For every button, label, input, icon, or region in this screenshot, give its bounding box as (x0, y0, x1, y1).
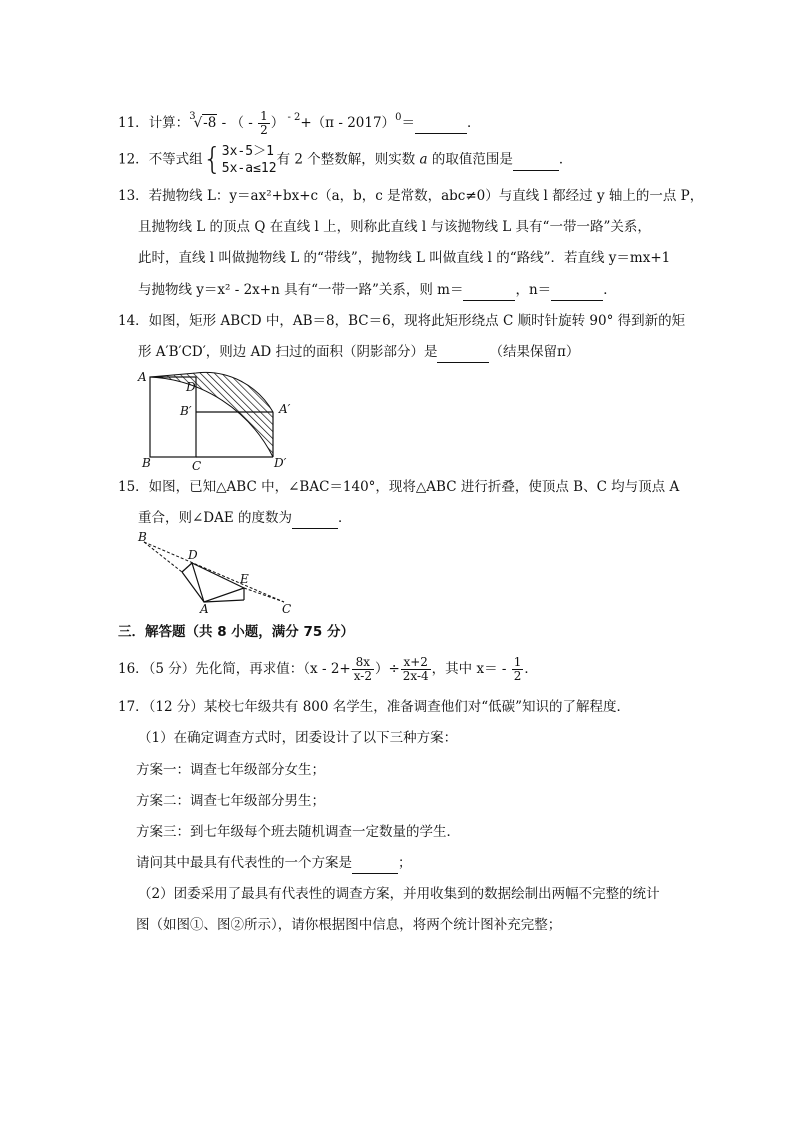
question-17-line-1: 17．（12 分）某校七年级共有 800 名学生，准备调查他们对“低碳”知识的了解程度． (118, 699, 631, 715)
answer-blank (415, 113, 467, 134)
question-14-line-2: 形 A′B′CD′，则边 AD 扫过的面积（阴影部分）是 （结果保留π） (138, 342, 579, 363)
question-17-line-6: 请问其中最具有代表性的一个方案是 ； (136, 853, 412, 874)
label-c: C (282, 602, 292, 616)
root-index: 3 (189, 111, 196, 122)
brace-icon: { (202, 142, 222, 177)
answer-blank (513, 150, 559, 171)
question-11: 11．计算：$^3$√-8 - （ - $\frac{1}{2}$ ） $^{- 2}$+（π - 2017）$^0$＝ ． (118, 109, 481, 137)
label-e: E (240, 572, 249, 586)
label-b-prime: B′ (180, 404, 192, 418)
question-17-plan-3: 方案三：到七年级每个班去随机调查一定数量的学生． (136, 824, 460, 840)
question-16: 16．（5 分）先化简，再求值：（x - 2+ $\frac{8x}{x-2}$ ）÷ $\frac{x+2}{2x-4}$ ，其中 x＝ - $\frac{1}{2}$ ． (118, 655, 538, 683)
question-15-line-2: 重合，则∠DAE 的度数为 ． (138, 508, 352, 529)
label-c: C (192, 459, 202, 473)
label-b: B (138, 530, 147, 544)
dashed-bd (144, 542, 182, 572)
fraction-3: $\frac{1}{2}$ (513, 655, 522, 683)
question-13-line-1: 13．若抛物线 L：y＝ax²+bx+c（a，b，c 是常数，abc≠0）与直线 l 都经过 y 轴上的一点 P， (118, 188, 704, 204)
fraction: $\frac{1}{2}$ (260, 109, 268, 137)
figure-rectangle-rotation (134, 364, 304, 476)
answer-blank (292, 508, 338, 529)
segment-d (182, 563, 192, 572)
question-13-line-4: 与抛物线 y＝x² - 2x+n 具有“一带一路”关系，则 m＝ ，n＝ ． (138, 280, 617, 301)
question-13-line-3: 此时，直线 l 叫做抛物线 L 的“带线”，抛物线 L 叫做直线 l 的“路线”．若直线 y＝mx+1 (138, 250, 671, 266)
shaded-region (150, 372, 273, 457)
question-17-line-2: （1）在确定调查方式时，团委设计了以下三种方案： (138, 730, 458, 746)
label-a-prime: A′ (279, 402, 291, 416)
dashed-bc (144, 542, 284, 602)
segment-da (182, 572, 204, 602)
section-title: 三．解答题（共 8 小题，满分 75 分） (118, 624, 354, 640)
folding-diagram (134, 530, 304, 620)
answer-blank-m (463, 280, 515, 301)
question-12: 12．不等式组{ 3x-5＞1 5x-a≤12 有 2 个整数解，则实数 a 的取值范围是 ． (118, 142, 573, 177)
question-17-plan-2: 方案二：调查七年级部分男生； (136, 793, 325, 809)
label-d: D (188, 548, 198, 562)
answer-blank-n (551, 280, 603, 301)
dashed-ec (244, 588, 284, 602)
label-b: B (142, 456, 151, 470)
question-17-line-8: 图（如图①、图②所示），请你根据图中信息，将两个统计图补充完整； (136, 917, 562, 933)
label-d-prime: D′ (274, 456, 287, 470)
inequality-system: 3x-5＞1 5x-a≤12 (221, 144, 277, 176)
label-a: A (138, 370, 147, 384)
question-13-line-2: 且抛物线 L 的顶点 Q 在直线 l 上，则称此直线 l 与该抛物线 L 具有“一带一路”关系， (138, 219, 651, 235)
fraction-2: $\frac{x+2}{2x-4}$ (402, 655, 429, 683)
question-14-line-1: 14．如图，矩形 ABCD 中，AB＝8，BC＝6，现将此矩形绕点 C 顺时针旋转 90° 得到新的矩 (118, 313, 686, 329)
question-17-line-7: （2）团委采用了最具有代表性的调查方案，并用收集到的数据绘制出两幅不完整的统计 (138, 886, 660, 902)
label-a: A (200, 602, 209, 616)
figure-triangle-folding (134, 530, 304, 620)
answer-blank (437, 342, 489, 363)
fraction-1: $\frac{8x}{x-2}$ (353, 655, 372, 683)
label-d: D (186, 380, 196, 394)
answer-blank (352, 853, 398, 874)
question-15-line-1: 15．如图，已知△ABC 中，∠BAC＝140°，现将△ABC 进行折叠，使顶点 B、C 均与顶点 A (118, 479, 680, 495)
radicand: -8 (203, 115, 217, 131)
question-17-plan-1: 方案一：调查七年级部分女生； (136, 762, 325, 778)
